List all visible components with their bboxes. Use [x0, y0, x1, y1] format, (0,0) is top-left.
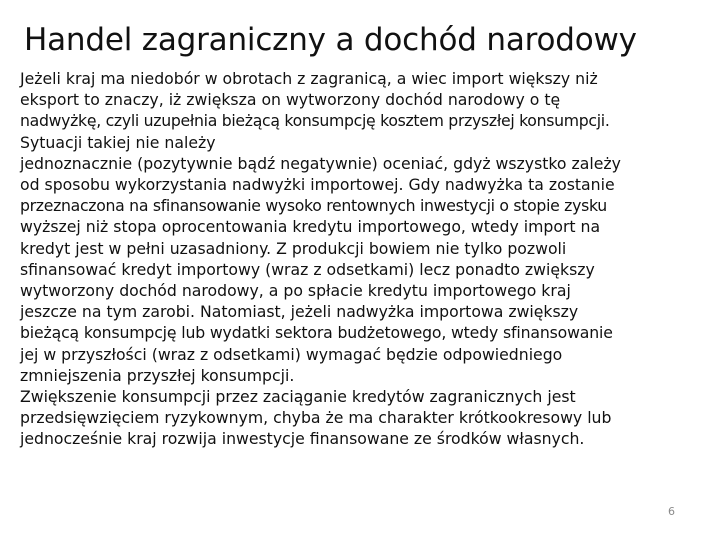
text-line: Zwiększenie konsumpcji przez zaciąganie kredytów zagranicznych jest: [20, 387, 576, 407]
text-line: Jeżeli kraj ma niedobór w obrotach z zagranicą, a wiec import większy niż: [20, 69, 598, 88]
text-line: Sytuacji takiej nie należy: [20, 132, 216, 152]
text-line: wytworzony dochód narodowy, a po spłacie kredytu importowego kraj: [20, 281, 571, 301]
text-line: sfinansować kredyt importowy (wraz z odsetkami) lecz ponadto zwiększy: [20, 259, 595, 279]
text-line: przeznaczona na sfinansowanie wysoko rentownych inwestycji o stopie zysku: [20, 196, 607, 216]
text-line: przedsięwzięciem ryzykownym, chyba że ma charakter krótkookresowy lub: [20, 408, 612, 428]
page-number: 6: [668, 505, 675, 518]
text-line: bieżącą konsumpcję lub wydatki sektora budżetowego, wtedy sfinansowanie: [20, 323, 613, 343]
text-line: zmniejszenia przyszłej konsumpcji.: [20, 365, 295, 385]
paragraph-1: [20, 68, 714, 153]
slide-body: [20, 68, 714, 450]
text-line: jednoznacznie (pozytywnie bądź negatywnie) oceniać, gdyż wszystko zależy: [20, 153, 621, 173]
slide-title: Handel zagraniczny a dochód narodowy: [24, 22, 637, 58]
paragraph-2: [20, 153, 714, 386]
text-line: wyższej niż stopa oprocentowania kredytu importowego, wtedy import na: [20, 217, 601, 237]
text-line: kredyt jest w pełni uzasadniony. Z produkcji bowiem nie tylko pozwoli: [20, 238, 567, 258]
text-line: eksport to znaczy, iż zwiększa on wytworzony dochód narodowy o tę: [20, 90, 561, 110]
text-line: jednocześnie kraj rozwija inwestycje finansowane ze środków własnych.: [20, 429, 585, 449]
text-line: od sposobu wykorzystania nadwyżki importowej. Gdy nadwyżka ta zostanie: [20, 175, 615, 195]
text-line: jeszcze na tym zarobi. Natomiast, jeżeli nadwyżka importowa zwiększy: [20, 302, 579, 322]
text-line: nadwyżkę, czyli uzupełnia bieżącą konsumpcję kosztem przyszłej konsumpcji.: [20, 111, 610, 131]
paragraph-3: [20, 386, 714, 450]
text-line: jej w przyszłości (wraz z odsetkami) wymagać będzie odpowiedniego: [20, 344, 563, 364]
